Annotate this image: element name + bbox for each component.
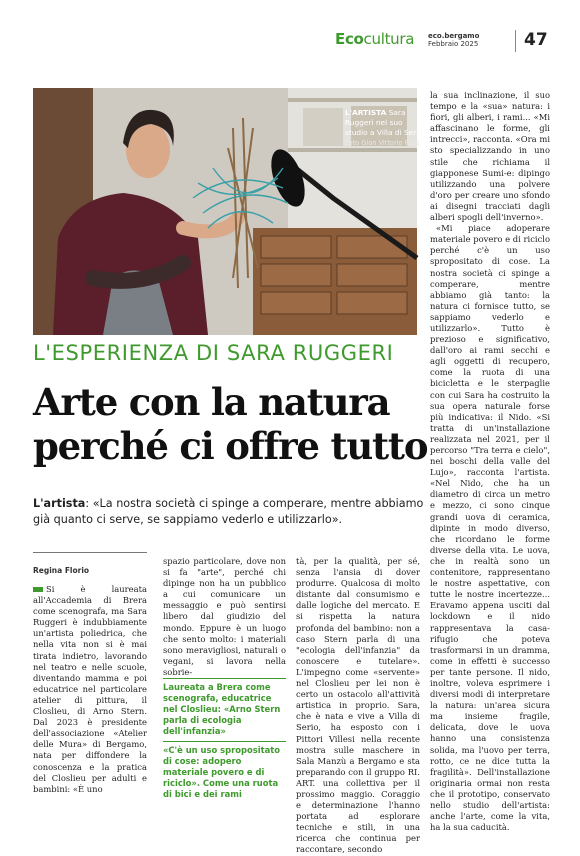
body-text-col3: tà, per la qualità, per sé, senza l'ansia di dover produrre. Qualcosa di molto distante dal consumismo e dalle logiche del mercato. E si rispetta la natura profonda del bambino: non a caso Stern parla di una "ecologia dell'infanzia" da conoscere e tutelare». L'impegno come «servente» nel Closlieu per lei non è certo un ostacolo all'attività artistica in proprio. Sara, che è nata e vive a Villa di Serio, ha esposto con i Pittori Villesi nella recente mostra sulle maschere in Sala Manzù a Bergamo e sta preparando con il gruppo RI. ART. una collettiva per il prossimo maggio. Coraggio e determinazione l'hanno portata ad esplorare tecniche e stili, in una ricerca che continua per raccontare, secondo [296,556,420,855]
article-headline [33,380,428,468]
publication-info [428,32,479,48]
page-number: 47 [524,30,548,50]
body-text-col1: Si è laureata all'Accademia di Brera come scenografa, ma Sara Ruggeri è indubbiamente un'artista poliedrica, che nella vita non si è mai tirata indietro, lavorando nel teatro e nelle scuole, diventando mamma e poi educatrice nel particolare atelier di pittura, il Closlieu, di Arno Stern. Dal 2023 è presidente dell'associazione «Atelier delle Mura» di Bergamo, nata per diffondere la conoscenza e la pratica del Closlieu per adulti e bambini: «È uno [33,584,147,794]
summary-lead: L'artista [33,497,86,510]
body-text-col4a: la sua inclinazione, il suo tempo e la «sua» natura: i fiori, gli alberi, i rami... «Mi affascinano le forme, gli intrecci», racconta. «Ora mi sto specializzando in uno stile che richiama il giapponese Sumi-e: dipingo utilizzando una polvere d'oro per creare uno sfondo ai disegni tracciati dagli alberi spogli dell'inverno». [430,90,550,223]
pull-quote-2: «C'è un uso spropositato di cose: adopero materiale povero e di riciclo». Come una ruota di bici e dei rami [163,741,286,800]
body-column-3 [296,556,420,856]
header-divider [515,30,516,52]
author-divider [33,552,147,553]
section-title-a: Eco [335,30,364,48]
section-title-b: cultura [363,30,415,48]
paragraph-marker [33,587,43,592]
publication-date: Febbraio 2025 [428,40,479,48]
caption-text: Sara Ruggeri nel suo studio a Villa di Serio [345,108,423,137]
caption-credit: Foto Gian Vittorio Frau [345,139,419,147]
body-column-2 [163,556,286,678]
article-summary [33,496,425,528]
article-author: Regina Florio [33,566,90,575]
publication-name: eco.bergamo [428,32,480,40]
body-text-col4b: «Mi piace adoperare materiale povero e di riciclo perché c'è un uso spropositato di cose. La nostra società ci spinge a comperare, mentre abbiamo già tanto: la natura ci fornisce tutto, se sappiamo vederlo e utilizzarlo». Tutto è prezioso e significativo, dall'oro ai rami secchi e agli oggetti di recupero, come la ruota di una bicicletta e le sterpaglie con cui Sara ha costruito la sua opera naturale forse più indicativa: il Nido. «Si tratta di un'installazione realizzata nel 2021, per il percorso "Tra terra e cielo", nei boschi della valle del Lujo», racconta l'artista. «Nel Nido, che ha un diametro di circa un metro e mezzo, ci sono cinque grandi uova di ceramica, dipinte in modo diverso, che ricordano le forme diverse della vita. Le uova, che in realtà sono un contenitore, rappresentano le nostre aspettative, con tutte le nostre incertezze... Eravamo appena usciti dal lockdown e il nido rappresentava la casa-rifugio che poteva trasformarsi in un dramma, come in effetti è successo per tante persone. Il nido, inoltre, voleva esprimere i diversi modi di interpretare la natura: un'area sicura ma insieme fragile, delicata, dove le uova hanno una consistenza solida, ma l'uovo per terra, rotto, ce ne dice tutta la fragilità». Dell'installazione originaria ormai non resta che il prototipo, conservato nello studio dell'artista: anche l'arte, come la vita, ha la sua caducità. [430,223,550,833]
body-text-col2: spazio particolare, dove non si fa "arte", perché chi dipinge non ha un pubblico a cui comunicare un messaggio e può sentirsi libero dal giudizio del mondo. Eppure è un luogo che sento molto: i materiali sono meravigliosi, naturali o vegani, si lavora nella sobrie- [163,556,286,677]
summary-text: : «La nostra società ci spinge a comperare, mentre abbiamo già quanto ci serve, se sappiamo vederlo e utilizzarlo». [33,497,424,526]
body-column-4 [430,90,550,833]
caption-lead: L'ARTISTA [345,108,387,117]
page-header [0,0,580,58]
photo-caption [345,108,423,148]
article-kicker: L'ESPERIENZA DI SARA RUGGERI [33,341,394,365]
pull-quote-1: Laureata a Brera come scenografa, educatrice nel Closlieu: «Arno Stern parla di ecologia dell'infanzia» [163,678,286,737]
headline-line-1: Arte con la natura [33,380,390,424]
headline-line-2: perché ci offre tutto [33,424,428,468]
body-column-1 [33,584,147,795]
section-title [335,30,414,48]
